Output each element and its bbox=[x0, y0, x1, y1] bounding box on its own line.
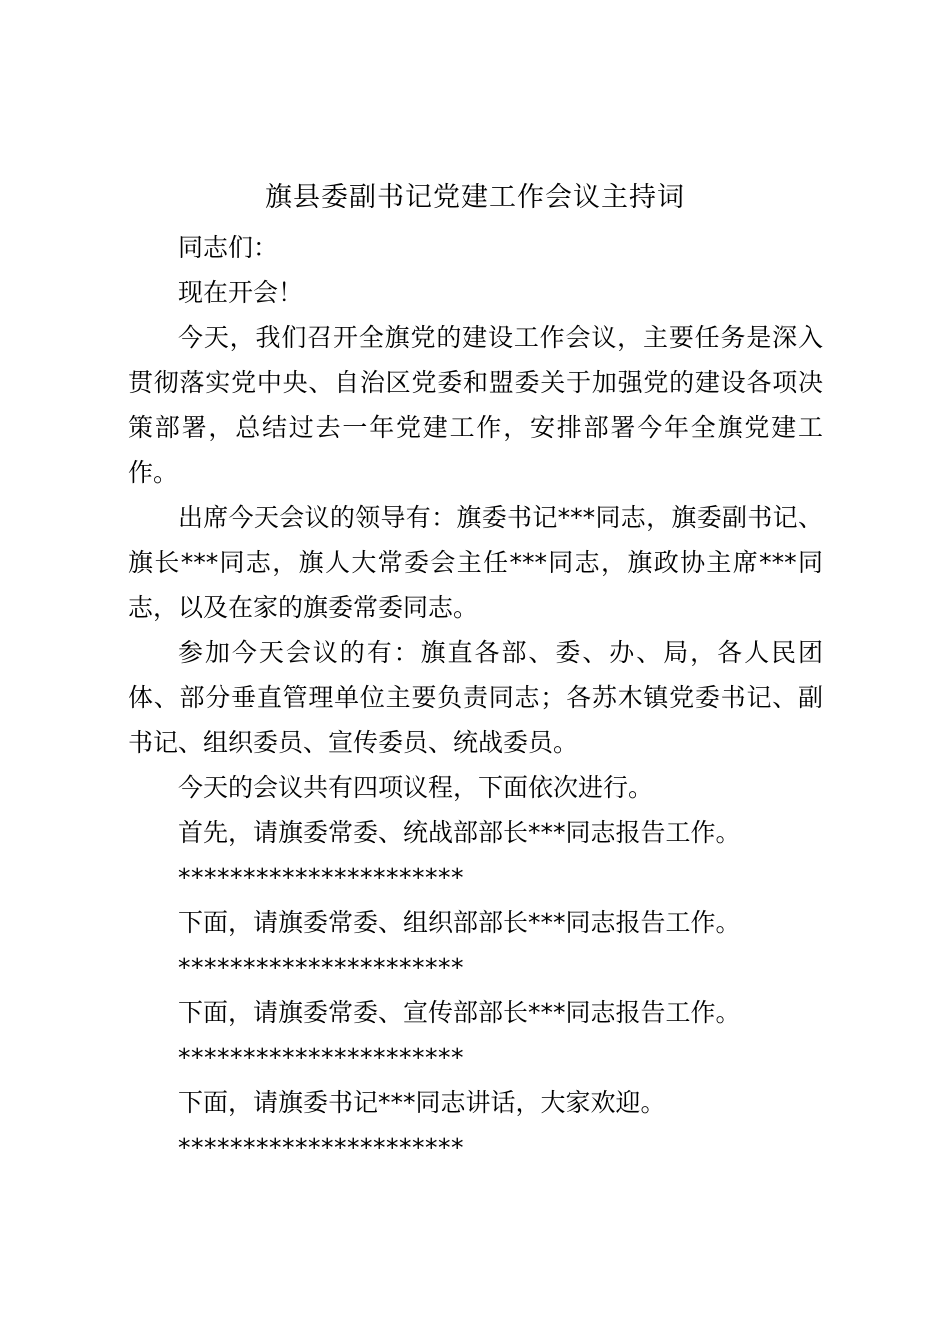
document-body bbox=[128, 225, 823, 1170]
placeholder-stars-3: ********************** bbox=[178, 1043, 464, 1072]
meeting-purpose-paragraph: 今天，我们召开全旗党的建设工作会议，主要任务是深入贯彻落实党中央、自治区党委和盟委关于加强党的建设各项决策部署，总结过去一年党建工作，安排部署今年全旗党建工作。 bbox=[128, 323, 823, 487]
agenda-item-4: 下面，请旗委书记***同志讲话，大家欢迎。 bbox=[178, 1088, 666, 1117]
agenda-item-3: 下面，请旗委常委、宣传部部长***同志报告工作。 bbox=[178, 998, 741, 1027]
document-title: 旗县委副书记党建工作会议主持词 bbox=[265, 182, 685, 213]
placeholder-stars-1: ********************** bbox=[178, 863, 464, 892]
agenda-intro-paragraph: 今天的会议共有四项议程，下面依次进行。 bbox=[178, 773, 654, 802]
attending-leaders-paragraph: 出席今天会议的领导有：旗委书记***同志，旗委副书记、旗长***同志，旗人大常委会主任***同志，旗政协主席***同志，以及在家的旗委常委同志。 bbox=[128, 503, 823, 622]
agenda-item-1: 首先，请旗委常委、统战部部长***同志报告工作。 bbox=[178, 818, 741, 847]
placeholder-stars-4: ********************** bbox=[178, 1133, 464, 1162]
participants-paragraph: 参加今天会议的有：旗直各部、委、办、局，各人民团体、部分垂直管理单位主要负责同志；各苏木镇党委书记、副书记、组织委员、宣传委员、统战委员。 bbox=[128, 638, 823, 757]
salutation: 同志们： bbox=[178, 233, 279, 262]
opening-line: 现在开会！ bbox=[178, 278, 304, 307]
placeholder-stars-2: ********************** bbox=[178, 953, 464, 982]
agenda-item-2: 下面，请旗委常委、组织部部长***同志报告工作。 bbox=[178, 908, 741, 937]
